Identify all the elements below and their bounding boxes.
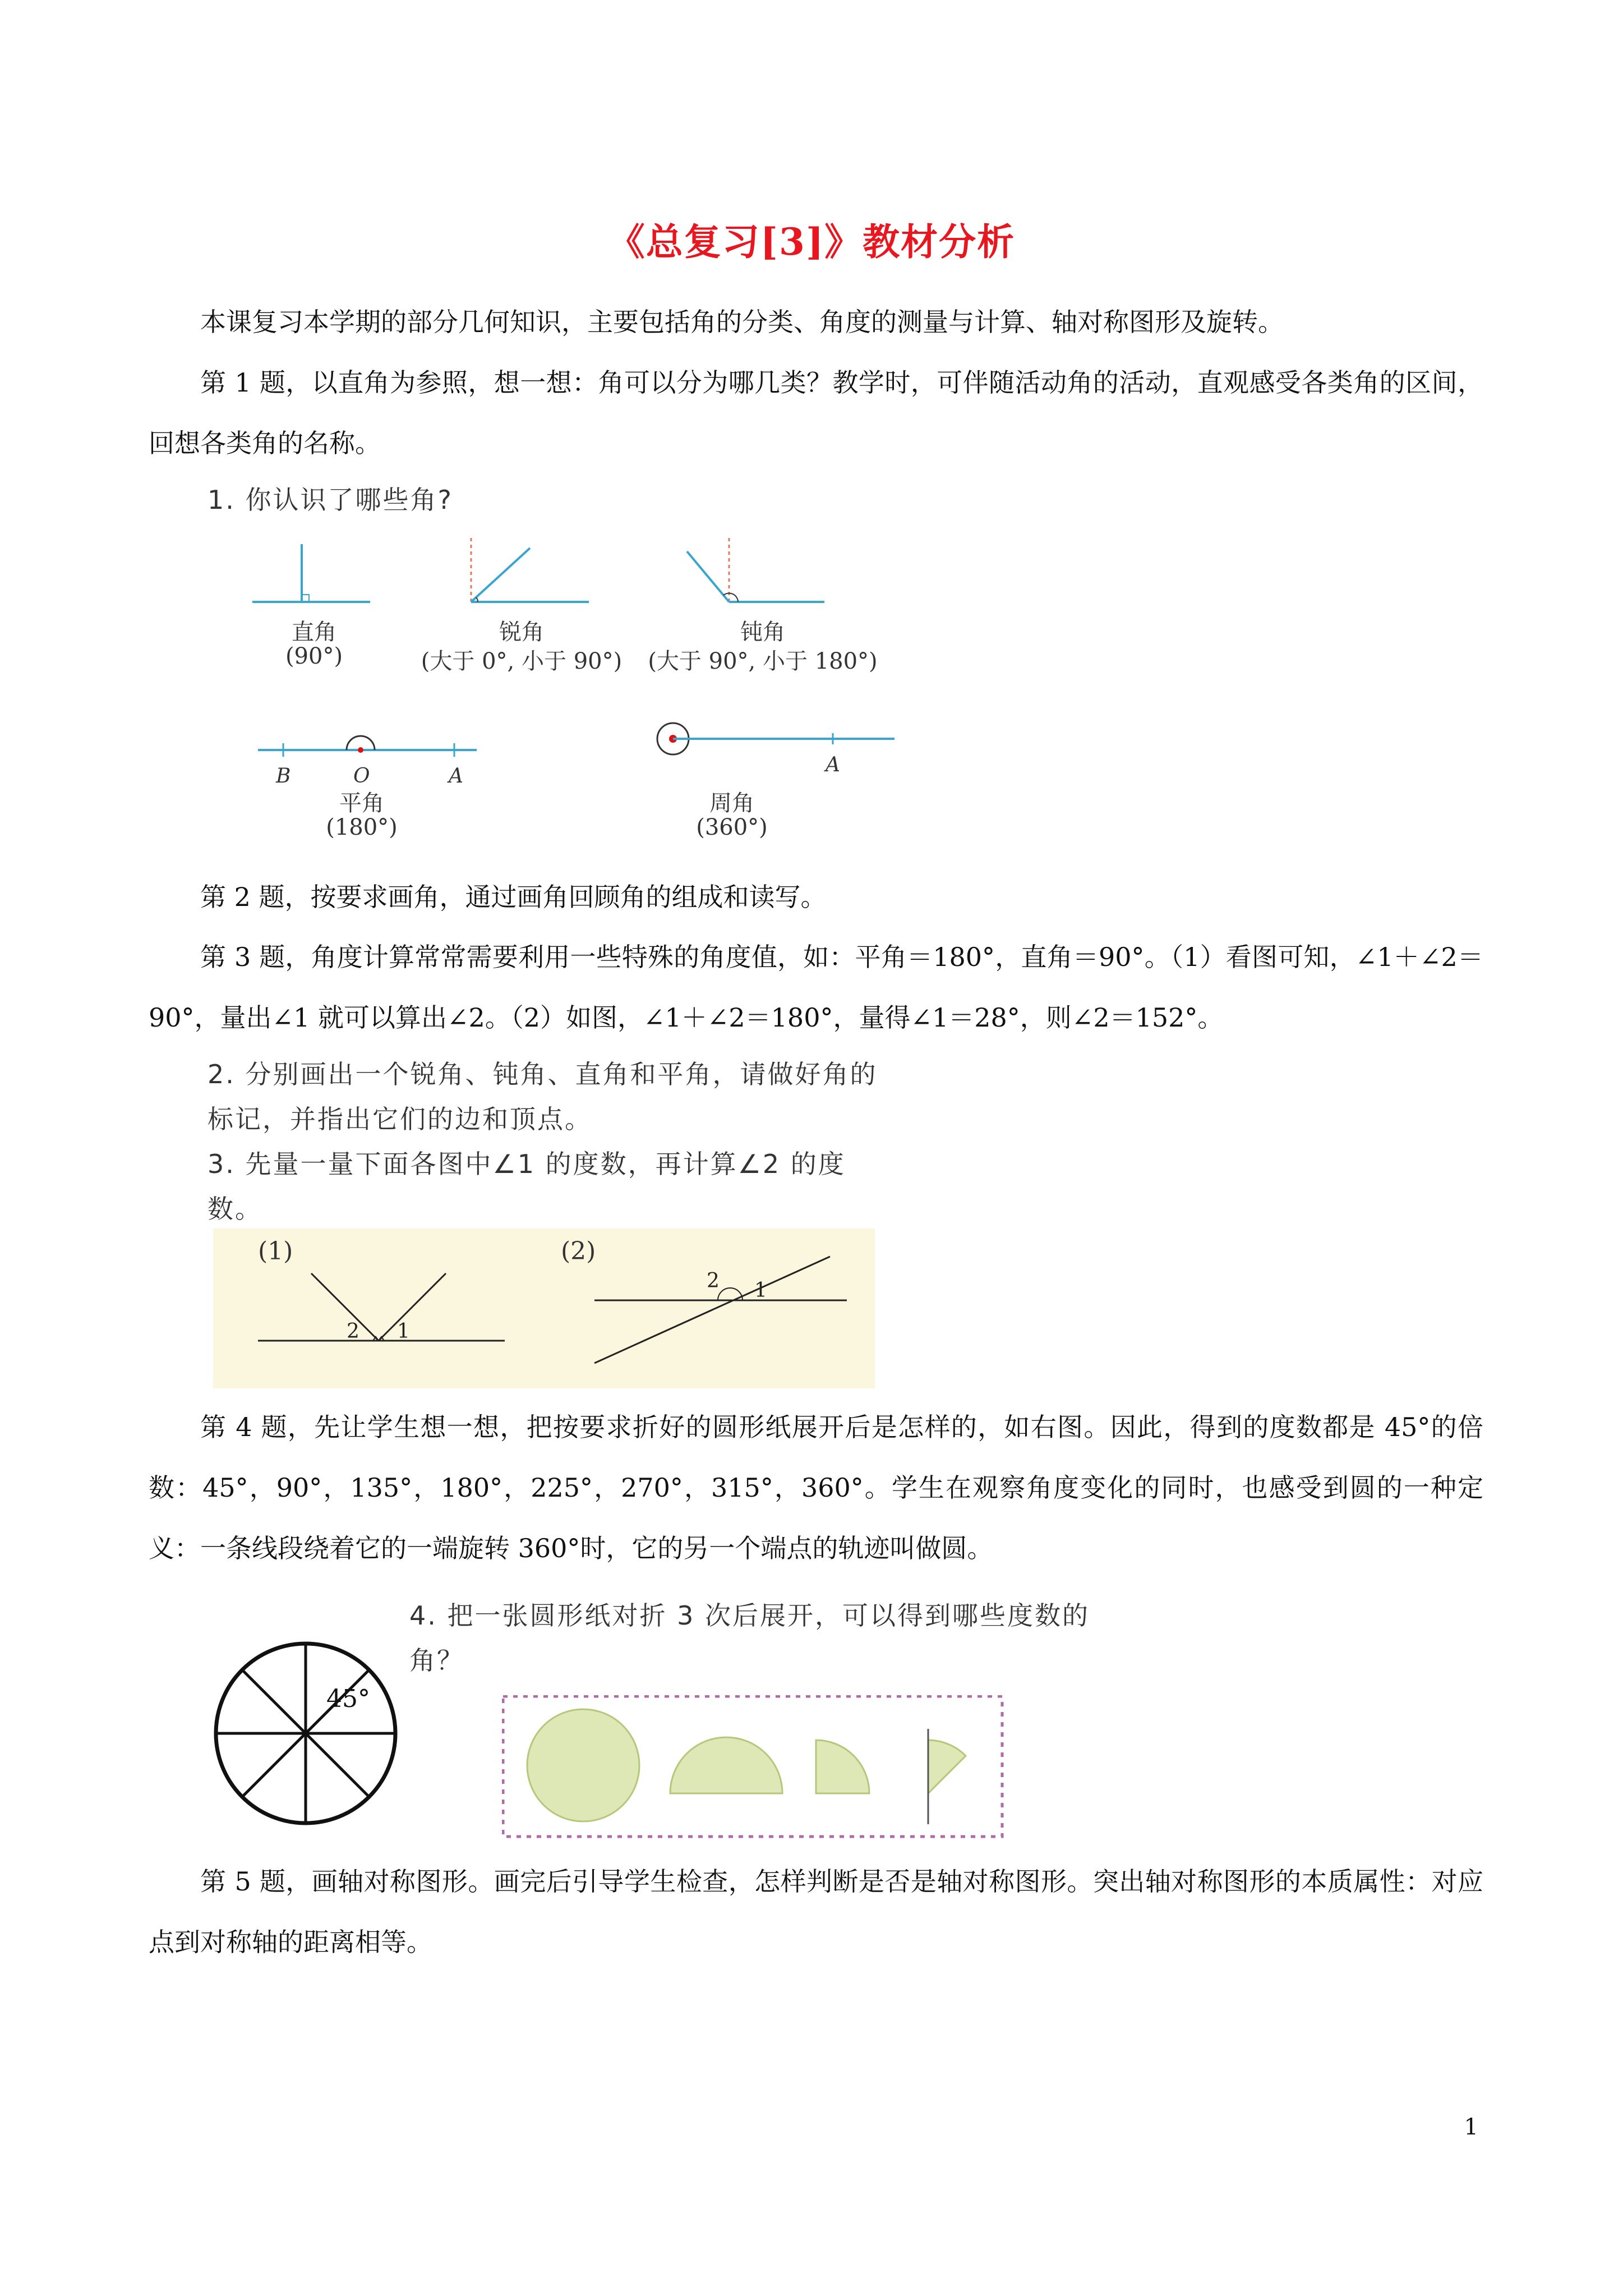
full-angle-diagram <box>657 723 895 776</box>
straight-angle-range: (180°) <box>326 815 398 840</box>
paragraph-q4: 第 4 题，先让学生想一想，把按要求折好的圆形纸展开后是怎样的，如右图。因此，得到的度数都是 45°的倍数：45°，90°，135°，180°，225°，270°，315°，360°。学生在观察角度变化的同时，也感受到圆的一种定义：一条线段绕着它的一端旋转 360°时，它的另一个端点的轨迹叫做圆。 <box>149 1412 1483 1563</box>
question-4-text: 4. 把一张圆形纸对折 3 次后展开，可以得到哪些度数的角？ <box>409 1600 1090 1676</box>
paragraph-intro: 本课复习本学期的部分几何知识，主要包括角的分类、角度的测量与计算、轴对称图形及旋转。 <box>200 307 1284 337</box>
full-angle-range: (360°) <box>696 815 768 840</box>
angle-2-label-b: 2 <box>707 1269 720 1292</box>
obtuse-angle-range: (大于 90°, 小于 180°) <box>648 648 878 674</box>
paragraph-q1: 第 1 题，以直角为参照，想一想：角可以分为哪几类？教学时，可伴随活动角的活动，直观感受各类角的区间，回想各类角的名称。 <box>149 367 1483 458</box>
angle-1-label-a: 1 <box>397 1320 410 1343</box>
angle-1-label-b: 1 <box>754 1279 767 1302</box>
point-o-label: O <box>353 765 370 788</box>
straight-angle-diagram <box>258 736 477 788</box>
question-3-text: 3. 先量一量下面各图中∠1 的度数，再计算∠2 的度数。 <box>208 1149 846 1224</box>
figure-questions-2-3 <box>208 1052 880 1388</box>
paragraph-q2: 第 2 题，按要求画角，通过画角回顾角的组成和读写。 <box>200 882 827 912</box>
obtuse-angle-diagram <box>687 535 824 602</box>
paragraph-q5: 第 5 题，画轴对称图形。画完后引导学生检查，怎样判断是否是轴对称图形。突出轴对称图形的本质属性：对应点到对称轴的距离相等。 <box>149 1866 1483 1957</box>
folding-steps-diagram <box>502 1695 1007 1841</box>
figure-folded-circle <box>208 1593 1105 1846</box>
full-angle-name: 周角 <box>709 790 754 816</box>
page-number: 1 <box>1464 2114 1478 2140</box>
sub-figure-1-label: (1) <box>258 1237 293 1266</box>
straight-angle-name: 平角 <box>339 790 384 816</box>
point-a-label: A <box>449 765 463 788</box>
angle-45-label: 45° <box>326 1685 370 1713</box>
angle-measure-diagrams <box>213 1228 886 1391</box>
obtuse-angle-name: 钝角 <box>740 619 785 645</box>
sub-figure-2-label: (2) <box>561 1237 596 1266</box>
page-title: 《总复习[3]》教材分析 <box>607 220 1016 264</box>
acute-angle-diagram <box>471 535 589 602</box>
point-b-label: B <box>276 765 291 788</box>
acute-angle-name: 锐角 <box>499 619 544 645</box>
divided-circle-diagram <box>208 1635 409 1837</box>
acute-angle-range: (大于 0°, 小于 90°) <box>421 648 623 674</box>
right-angle-range: (90°) <box>285 643 343 669</box>
point-a2-label: A <box>826 753 840 776</box>
question-2-text: 2. 分别画出一个锐角、钝角、直角和平角，请做好角的标记，并指出它们的边和顶点。 <box>208 1059 878 1134</box>
paragraph-q3: 第 3 题，角度计算常常需要利用一些特殊的角度值，如：平角＝180°，直角＝90°。（1）看图可知，∠1＋∠2＝90°，量出∠1 就可以算出∠2。（2）如图，∠1＋∠2＝180°，量得∠1＝28°，则∠2＝152°。 <box>149 942 1483 1033</box>
figure1-question: 1. 你认识了哪些角? <box>208 485 453 515</box>
angle-2-label-a: 2 <box>347 1320 359 1343</box>
right-angle-diagram <box>252 544 370 602</box>
right-angle-name: 直角 <box>292 619 336 645</box>
figure-angle-types <box>208 480 897 844</box>
